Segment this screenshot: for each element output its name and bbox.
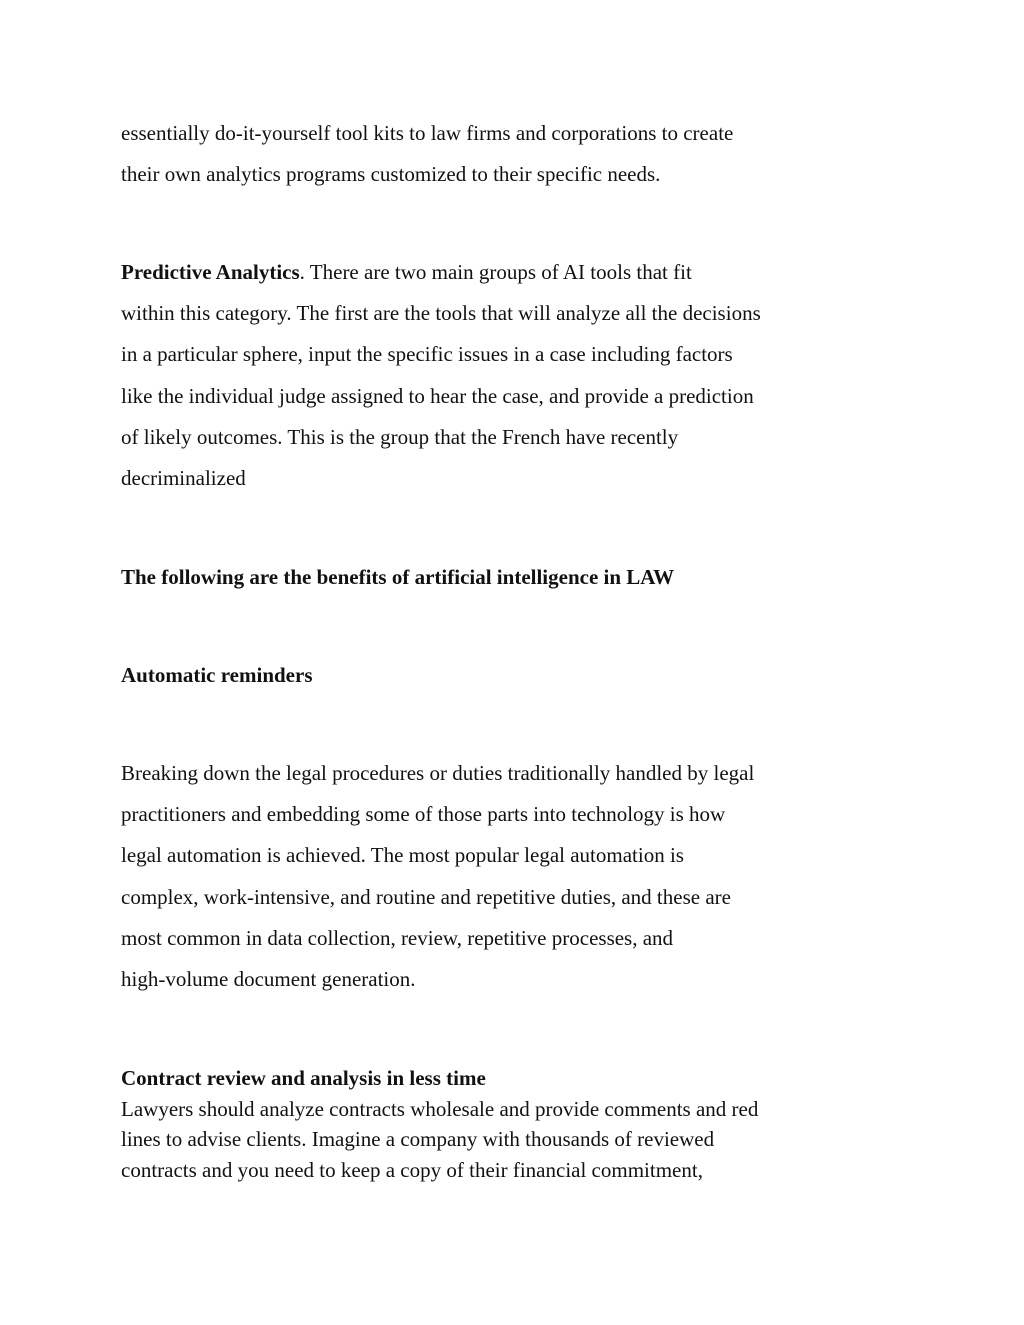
reminders-line: most common in data collection, review, repetitive processes, and <box>121 925 674 950</box>
automatic-reminders-heading: Automatic reminders <box>121 663 313 687</box>
reminders-line: Breaking down the legal procedures or duties traditionally handled by legal <box>121 761 755 785</box>
intro-line: essentially do-it-yourself tool kits to law firms and corporations to create <box>121 121 734 145</box>
contract-review-heading: Contract review and analysis in less time <box>121 1066 486 1090</box>
contract-line: lines to advise clients. Imagine a company with thousands of reviewed <box>121 1127 715 1151</box>
predictive-line: in a particular sphere, input the specific issues in a case including factors <box>121 342 733 367</box>
predictive-line: of likely outcomes. This is the group that the French have recently <box>121 424 679 449</box>
predictive-line: like the individual judge assigned to hear the case, and provide a prediction <box>121 383 754 408</box>
contract-line: Lawyers should analyze contracts wholesale and provide comments and red <box>121 1096 759 1121</box>
reminders-line: legal automation is achieved. The most popular legal automation is <box>121 843 684 868</box>
predictive-first-line <box>121 252 921 293</box>
automatic-reminders-paragraph <box>121 753 921 1000</box>
contract-line: contracts and you need to keep a copy of their financial commitment, <box>121 1157 703 1182</box>
predictive-line: decriminalized <box>121 466 246 491</box>
predictive-analytics-paragraph <box>121 252 921 499</box>
reminders-line: practitioners and embedding some of those parts into technology is how <box>121 802 726 827</box>
contract-review-section <box>121 1063 921 1185</box>
reminders-line: high-volume document generation. <box>121 967 416 992</box>
benefits-heading: The following are the benefits of artificial intelligence in LAW <box>121 565 675 589</box>
predictive-first-line-text: . There are two main groups of AI tools that fit <box>299 260 692 284</box>
reminders-line: complex, work-intensive, and routine and repetitive duties, and these are <box>121 884 731 909</box>
predictive-analytics-heading: Predictive Analytics <box>121 260 300 284</box>
intro-paragraph <box>121 113 921 195</box>
intro-line: their own analytics programs customized to their specific needs. <box>121 162 661 187</box>
predictive-line: within this category. The first are the tools that will analyze all the decisions <box>121 301 761 326</box>
